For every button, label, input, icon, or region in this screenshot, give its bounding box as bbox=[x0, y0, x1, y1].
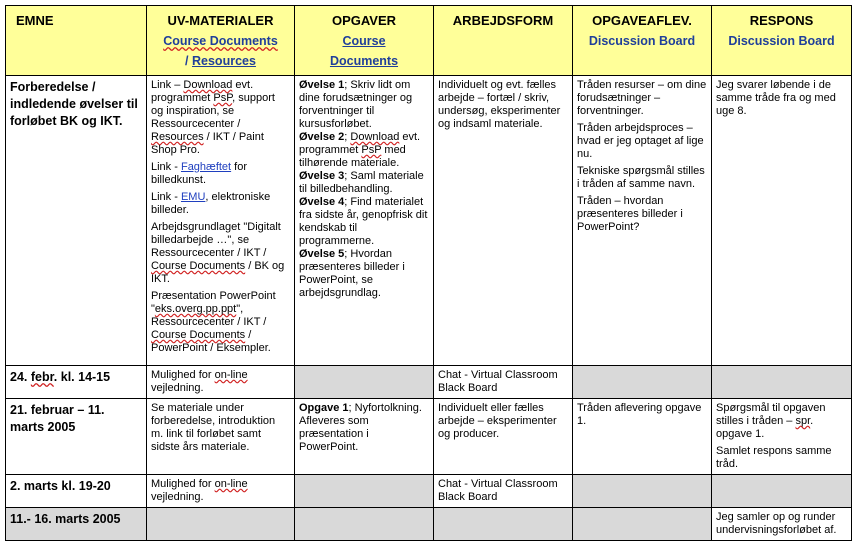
row1-uv-materialer bbox=[147, 76, 295, 366]
faghaeftet-link[interactable]: Faghæftet bbox=[180, 161, 232, 173]
header-emne-label: EMNE bbox=[16, 13, 54, 28]
header-uv-sub bbox=[151, 31, 290, 71]
text: Link - bbox=[151, 161, 181, 173]
header-opgaver-sub[interactable] bbox=[299, 31, 429, 71]
header-uv-slash: / bbox=[185, 54, 192, 68]
text: vejledning. bbox=[151, 382, 204, 394]
exercise-label: Øvelse 2 bbox=[299, 131, 345, 143]
row4-arbejdsform: Chat - Virtual Classroom Black Board bbox=[434, 475, 573, 508]
text: vejledning. bbox=[151, 491, 204, 503]
header-respons-label: RESPONS bbox=[749, 13, 814, 28]
resources-word: Resources bbox=[151, 131, 204, 143]
row1-uv-p2 bbox=[151, 161, 290, 187]
table-row bbox=[6, 399, 852, 475]
table-row bbox=[6, 366, 852, 399]
row3-opgaveaflev: Tråden aflevering opgave 1. bbox=[573, 399, 712, 475]
exercise-2 bbox=[299, 131, 429, 170]
row4-subject: 2. marts kl. 19-20 bbox=[6, 475, 147, 508]
row2-respons-empty bbox=[712, 366, 852, 399]
text: Link - bbox=[151, 191, 181, 203]
header-uv-materialer bbox=[147, 6, 295, 76]
row2-subject bbox=[6, 366, 147, 399]
online-word: on-line bbox=[214, 369, 248, 381]
row1-uv-p1 bbox=[151, 79, 290, 157]
psp-word: PsP bbox=[213, 92, 233, 104]
thread-note: Tekniske spørgsmål stilles i tråden af samme navn. bbox=[577, 165, 705, 190]
course-documents-word: Course Documents bbox=[151, 260, 246, 272]
header-opgaver-label: OPGAVER bbox=[331, 13, 397, 28]
row5-opgaver-empty bbox=[295, 508, 434, 541]
spr-word: spr bbox=[795, 415, 811, 427]
online-word: on-line bbox=[214, 478, 248, 490]
row1-uv-p5 bbox=[151, 290, 290, 355]
table-row bbox=[6, 475, 852, 508]
exercise-text: ; Find materialet fra sidste år, genopfrisk dit kendskab til programmerne. bbox=[299, 196, 428, 247]
text: evt. programmet bbox=[151, 79, 254, 104]
text: ; bbox=[344, 131, 351, 143]
table-row bbox=[6, 508, 852, 541]
header-opgaver bbox=[295, 6, 434, 76]
exercise-5 bbox=[299, 248, 429, 300]
row5-arbejdsform-empty bbox=[434, 508, 573, 541]
row4-opgaver-empty bbox=[295, 475, 434, 508]
exercise-label: Øvelse 1 bbox=[299, 79, 345, 91]
header-arbejdsform-label: ARBEJDSFORM bbox=[452, 13, 554, 28]
text: Mulighed for bbox=[151, 478, 215, 490]
row3-opgaver bbox=[295, 399, 434, 475]
emu-link[interactable]: EMU bbox=[180, 191, 206, 203]
text: Arbejdsgrundlaget "Digitalt billedarbejde …", se Ressourcecenter / IKT / bbox=[151, 221, 281, 259]
thread-note: Tråden – hvordan præsenteres billeder i PowerPoint? bbox=[577, 195, 683, 233]
text: . opgave 1. bbox=[716, 415, 814, 440]
row3-arbejdsform: Individuelt eller fælles arbejde – eksperimenter og producer. bbox=[434, 399, 573, 475]
exercise-text: ; Hvordan præsenteres billeder i PowerPoint, se arbejdsgrundlag. bbox=[299, 248, 405, 299]
text: 24. bbox=[10, 370, 31, 384]
text: Mulighed for bbox=[151, 369, 215, 381]
exercise-1 bbox=[299, 79, 429, 131]
exercise-label: Øvelse 5 bbox=[299, 248, 345, 260]
table-row bbox=[6, 76, 852, 366]
text: / IKT / Paint Shop Pro. bbox=[151, 131, 264, 156]
text: med tilhørende materiale. bbox=[299, 144, 406, 169]
row2-opgaveaflev-empty bbox=[573, 366, 712, 399]
psp-word: PsP bbox=[361, 144, 382, 156]
text: / PowerPoint / Eksempler. bbox=[151, 329, 271, 354]
text: for billedkunst. bbox=[151, 161, 248, 186]
download-word: Download bbox=[350, 131, 400, 143]
thread-note: Tråden arbejdsproces – hvad er jeg optaget af lige nu. bbox=[577, 122, 704, 160]
row2-uv-materialer bbox=[147, 366, 295, 399]
text: evt. programmet bbox=[299, 131, 421, 156]
course-documents-word: Course Documents bbox=[151, 329, 246, 341]
text: Præsentation PowerPoint " bbox=[151, 290, 276, 315]
discussion-board-link[interactable]: Discussion Board bbox=[588, 34, 696, 48]
exercise-label: Øvelse 3 bbox=[299, 170, 345, 182]
text: Spørgsmål til opgaven stilles i tråden – bbox=[716, 402, 826, 427]
download-link[interactable]: Download bbox=[183, 79, 233, 91]
text: / BK og IKT. bbox=[151, 260, 285, 285]
row5-respons: Jeg samler op og runder undervisningsforløbet af. bbox=[712, 508, 852, 541]
header-respons bbox=[712, 6, 852, 76]
row5-opgaveaflev-empty bbox=[573, 508, 712, 541]
header-row bbox=[6, 6, 852, 76]
febr-word: febr bbox=[30, 370, 54, 384]
assignment-text: ; Nyfortolkning. Afleveres som præsentation i PowerPoint. bbox=[299, 402, 422, 453]
row1-arbejdsform: Individuelt og evt. fælles arbejde – fortæl / skriv, undersøg, eksperimenter og indsaml materiale. bbox=[434, 76, 573, 366]
assignment-label: Opgave 1 bbox=[299, 402, 349, 414]
row4-uv-materialer bbox=[147, 475, 295, 508]
row4-respons-empty bbox=[712, 475, 852, 508]
respons-p2: Samlet respons samme tråd. bbox=[716, 445, 832, 470]
row1-uv-p3 bbox=[151, 191, 290, 217]
text: , support og inspiration, se Ressourcecenter / bbox=[151, 92, 275, 130]
exercise-text: ; Saml materiale til billedbehandling. bbox=[299, 170, 424, 195]
text: . kl. 14-15 bbox=[53, 370, 111, 384]
course-plan-table bbox=[5, 5, 852, 541]
discussion-board-link-respons[interactable]: Discussion Board bbox=[728, 34, 835, 48]
respons-p1 bbox=[716, 402, 847, 441]
thread-note: Tråden resurser – om dine forudsætninger – forventninger. bbox=[577, 79, 707, 117]
row3-respons bbox=[712, 399, 852, 475]
resources-link[interactable]: Resources bbox=[192, 54, 256, 68]
text: , elektroniske billeder. bbox=[151, 191, 271, 216]
opgaver-link-line2[interactable]: Documents bbox=[329, 54, 399, 68]
header-uv-label: UV-MATERIALER bbox=[167, 13, 274, 28]
row3-subject: 21. februar – 11. marts 2005 bbox=[6, 399, 147, 475]
row2-opgaver-empty bbox=[295, 366, 434, 399]
header-opgaveaflev bbox=[573, 6, 712, 76]
exercise-3 bbox=[299, 170, 429, 196]
row1-opgaver bbox=[295, 76, 434, 366]
text: Link – bbox=[151, 79, 184, 91]
row2-arbejdsform: Chat - Virtual Classroom Black Board bbox=[434, 366, 573, 399]
header-arbejdsform bbox=[434, 6, 573, 76]
row4-opgaveaflev-empty bbox=[573, 475, 712, 508]
row5-subject: 11.- 16. marts 2005 bbox=[6, 508, 147, 541]
opgaver-link-line1[interactable]: Course bbox=[342, 34, 386, 48]
header-emne bbox=[6, 6, 147, 76]
header-opgaveaflev-label: OPGAVEAFLEV. bbox=[592, 13, 692, 28]
exercise-text: ; Skriv lidt om dine forudsætninger og forventninger til kursusforløbet. bbox=[299, 79, 413, 130]
text: ", Ressourcecenter / IKT / bbox=[151, 303, 267, 328]
filename: eks.overg.pp.ppt bbox=[154, 303, 237, 315]
course-documents-link[interactable]: Course Documents bbox=[163, 34, 278, 48]
row1-uv-p4 bbox=[151, 221, 290, 286]
exercise-label: Øvelse 4 bbox=[299, 196, 345, 208]
row1-subject: Forberedelse / indledende øvelser til forløbet BK og IKT. bbox=[6, 76, 147, 366]
exercise-4 bbox=[299, 196, 429, 248]
row3-uv-materialer: Se materiale under forberedelse, introduktion m. link til forløbet samt sidste års materiale. bbox=[147, 399, 295, 475]
row5-uv-empty bbox=[147, 508, 295, 541]
row1-respons: Jeg svarer løbende i de samme tråde fra og med uge 8. bbox=[712, 76, 852, 366]
row1-opgaveaflev bbox=[573, 76, 712, 366]
